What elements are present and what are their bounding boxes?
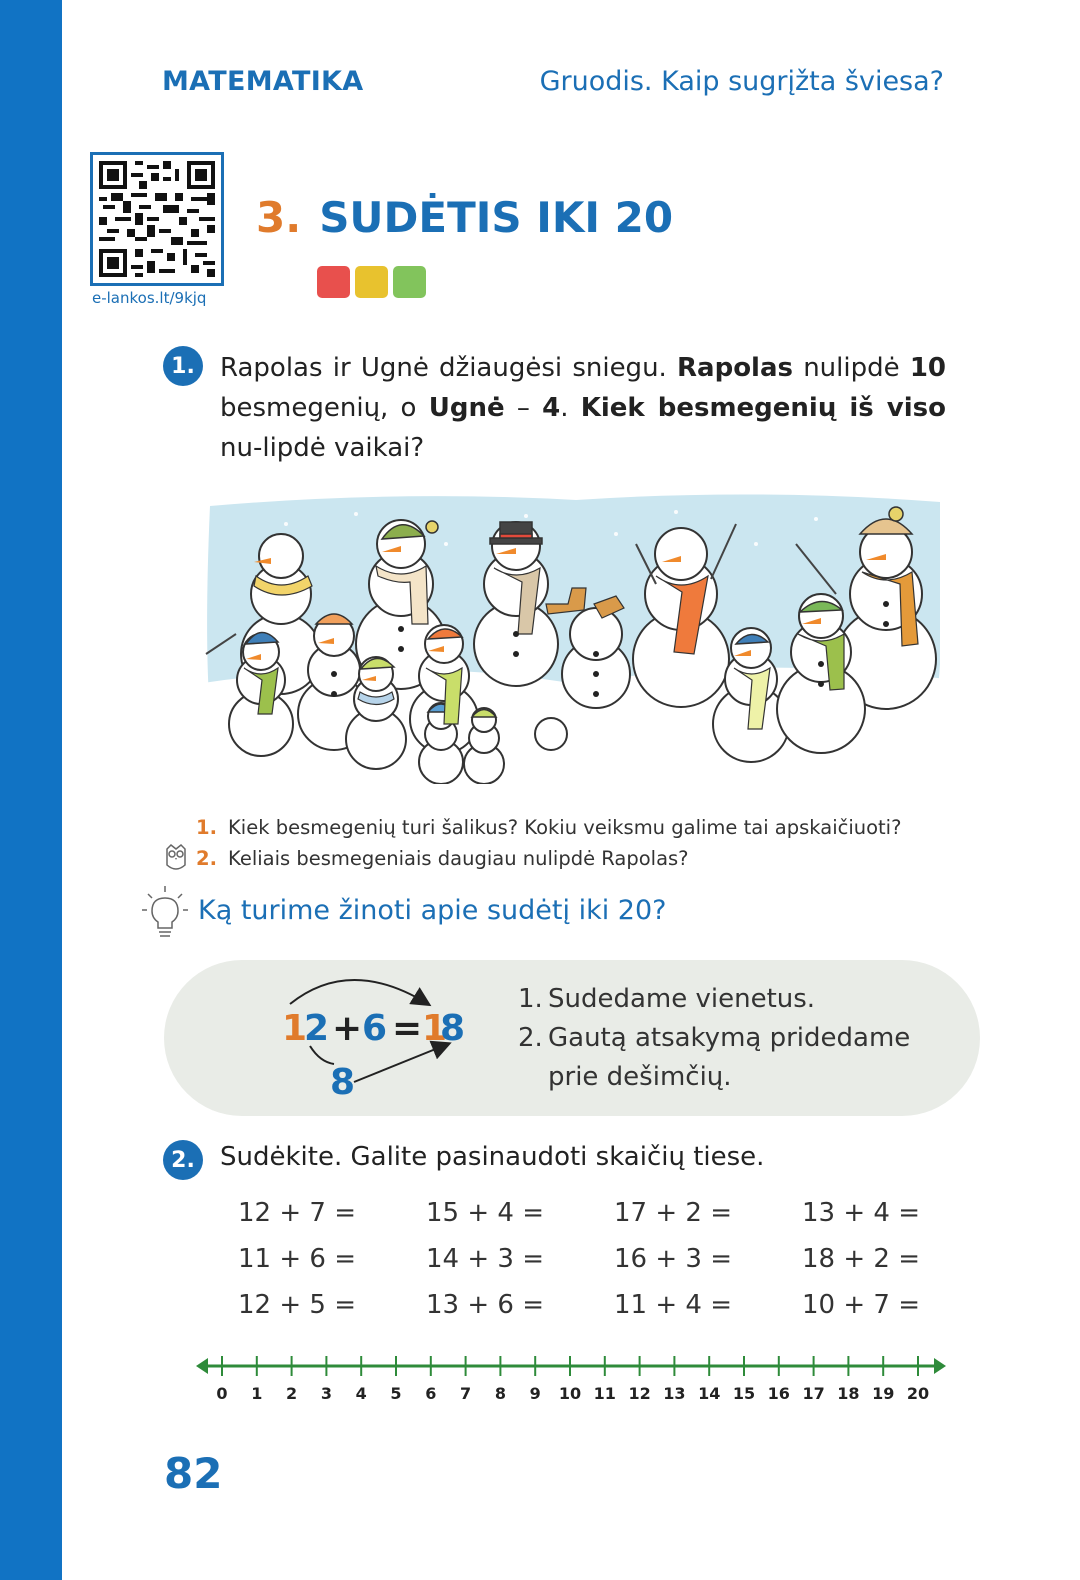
exercise-item[interactable]: 14 + 3 = bbox=[426, 1244, 544, 1274]
equals-sign: = bbox=[392, 1008, 423, 1049]
question-item: 1. Kiek besmegenių turi šalikus? Kokiu veiksmu galime tai apskaičiuoti? bbox=[196, 816, 902, 839]
discussion-questions bbox=[196, 812, 901, 874]
page-number: 82 bbox=[164, 1449, 223, 1498]
task-1-text: Rapolas ir Ugnė džiaugėsi sniegu. Rapolas nulipdė 10 besmegenių, o Ugnė – 4. Kiek besmegenių iš viso nu-lipdė vaikai? bbox=[220, 353, 946, 463]
ones-digit-a: 2 bbox=[304, 1008, 330, 1049]
arrow-ones-to-result bbox=[290, 980, 428, 1004]
difficulty-level-yellow bbox=[355, 266, 388, 298]
rule-steps bbox=[518, 980, 910, 1097]
exercise-item[interactable]: 17 + 2 = bbox=[614, 1198, 732, 1228]
number-line-label: 17 bbox=[802, 1384, 825, 1403]
exercise-item[interactable]: 13 + 6 = bbox=[426, 1290, 544, 1320]
know-heading: Ką turime žinoti apie sudėtį iki 20? bbox=[198, 895, 667, 926]
rule-step: 2. Gautą atsakymą pridedame bbox=[518, 1023, 911, 1053]
lightbulb-icon bbox=[140, 884, 190, 938]
exercise-item[interactable]: 18 + 2 = bbox=[802, 1244, 920, 1274]
addition-example bbox=[270, 966, 500, 1106]
number-line-label: 2 bbox=[286, 1384, 298, 1403]
tens-digit-result: 1 bbox=[422, 1008, 448, 1049]
arrow-partial-to-result bbox=[354, 1044, 448, 1082]
ones-digit-result: 8 bbox=[440, 1008, 466, 1049]
number-line bbox=[196, 1346, 946, 1408]
plus-sign: + bbox=[332, 1008, 363, 1049]
exercise-item[interactable]: 12 + 7 = bbox=[238, 1198, 356, 1228]
number-line-label: 0 bbox=[216, 1384, 228, 1403]
exercise-grid bbox=[238, 1196, 990, 1322]
difficulty-level-red bbox=[317, 266, 350, 298]
owl-icon bbox=[163, 843, 189, 873]
difficulty-levels bbox=[317, 266, 426, 298]
number-line-label: 20 bbox=[906, 1384, 930, 1403]
snowmen-illustration bbox=[196, 484, 946, 784]
number-line-label: 7 bbox=[460, 1384, 472, 1403]
number-line-label: 16 bbox=[767, 1384, 790, 1403]
qr-url-link[interactable]: e-lankos.lt/9kjq bbox=[92, 289, 207, 307]
partial-sum: 8 bbox=[330, 1062, 356, 1103]
rule-step: 1. Sudedame vienetus. bbox=[518, 984, 816, 1014]
exercise-item[interactable]: 11 + 4 = bbox=[614, 1290, 732, 1320]
number-line-label: 10 bbox=[558, 1384, 582, 1403]
page-side-bar bbox=[0, 0, 62, 1580]
number-line-right-arrow bbox=[934, 1358, 946, 1374]
number-line-label: 11 bbox=[593, 1384, 616, 1403]
subject-header: MATEMATIKA bbox=[162, 66, 364, 97]
rule-step: prie dešimčių. bbox=[548, 1062, 732, 1092]
lesson-title-text: SUDĖTIS IKI 20 bbox=[319, 193, 674, 242]
qr-code[interactable] bbox=[90, 152, 224, 286]
tens-digit-a: 1 bbox=[282, 1008, 308, 1049]
addend: 6 bbox=[362, 1008, 388, 1049]
month-theme-header: Gruodis. Kaip sugrįžta šviesa? bbox=[539, 66, 944, 97]
number-line-label: 3 bbox=[320, 1384, 332, 1403]
exercise-item[interactable]: 12 + 5 = bbox=[238, 1290, 356, 1320]
number-line-label: 4 bbox=[355, 1384, 367, 1403]
number-line-label: 6 bbox=[425, 1384, 437, 1403]
number-line-label: 1 bbox=[251, 1384, 263, 1403]
lesson-number: 3. bbox=[256, 193, 302, 242]
number-line-label: 18 bbox=[837, 1384, 860, 1403]
exercise-item[interactable]: 16 + 3 = bbox=[614, 1244, 732, 1274]
question-item: 2. Keliais besmegeniais daugiau nulipdė Rapolas? bbox=[196, 847, 689, 870]
qr-code-icon bbox=[99, 161, 215, 277]
exercise-item[interactable]: 11 + 6 = bbox=[238, 1244, 356, 1274]
number-line-label: 8 bbox=[494, 1384, 506, 1403]
exercise-item[interactable]: 15 + 4 = bbox=[426, 1198, 544, 1228]
number-line-label: 19 bbox=[872, 1384, 895, 1403]
number-line-label: 15 bbox=[732, 1384, 756, 1403]
task-1-number: 1. bbox=[163, 346, 203, 386]
task-2-text: Sudėkite. Galite pasinaudoti skaičių tiese. bbox=[220, 1142, 765, 1172]
number-line-label: 13 bbox=[663, 1384, 686, 1403]
number-line-label: 5 bbox=[390, 1384, 402, 1403]
number-line-label: 12 bbox=[628, 1384, 651, 1403]
lesson-title bbox=[256, 193, 673, 242]
number-line-left-arrow bbox=[196, 1358, 208, 1374]
exercise-item[interactable]: 10 + 7 = bbox=[802, 1290, 920, 1320]
exercise-item[interactable]: 13 + 4 = bbox=[802, 1198, 920, 1228]
difficulty-level-green bbox=[393, 266, 426, 298]
task-2-number: 2. bbox=[163, 1140, 203, 1180]
number-line-label: 14 bbox=[698, 1384, 721, 1403]
number-line-label: 9 bbox=[529, 1384, 541, 1403]
